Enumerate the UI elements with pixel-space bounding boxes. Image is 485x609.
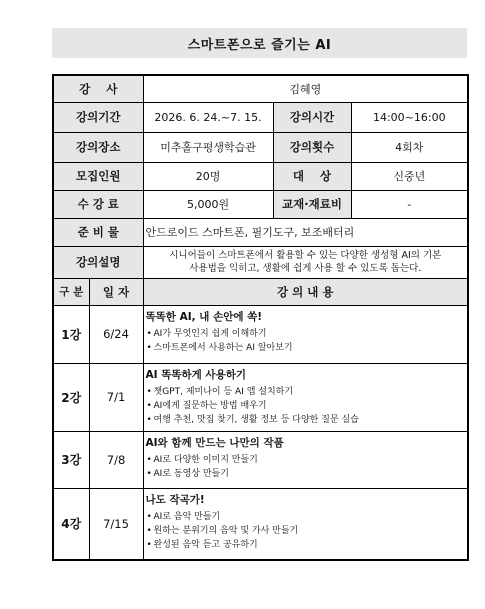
session-content <box>143 488 468 560</box>
row-capacity <box>53 162 468 190</box>
session-content <box>143 431 468 488</box>
materials-fee-value: - <box>351 190 468 218</box>
page-title: 스마트폰으로 즐기는 AI <box>52 28 467 58</box>
session-item: • 챗GPT, 제미나이 등 AI 앱 설치하기 <box>146 385 466 399</box>
instructor-value: 김혜영 <box>143 75 468 102</box>
target-label: 대 상 <box>273 162 351 190</box>
session-date: 7/8 <box>89 431 143 488</box>
description-label: 강의설명 <box>53 246 143 278</box>
date-header: 일 자 <box>89 278 143 305</box>
session-number: 3강 <box>53 431 89 488</box>
session-number: 4강 <box>53 488 89 560</box>
row-instructor <box>53 75 468 102</box>
session-item: • 여행 추천, 맛집 찾기, 생활 정보 등 다양한 질문 실습 <box>146 413 466 427</box>
instructor-label: 강 사 <box>53 75 143 102</box>
session-content <box>143 305 468 363</box>
session-item: • 스마트폰에서 사용하는 AI 알아보기 <box>146 341 466 355</box>
session-item: • AI로 음악 만들기 <box>146 510 466 524</box>
schedule-row-1 <box>53 305 468 363</box>
session-title: 나도 작곡가! <box>145 493 205 506</box>
session-item: • 완성된 음악 듣고 공유하기 <box>146 538 466 552</box>
schedule-row-2 <box>53 363 468 431</box>
session-date: 6/24 <box>89 305 143 363</box>
course-info-table <box>52 74 469 561</box>
session-title: AI와 함께 만드는 나만의 작품 <box>145 436 284 449</box>
target-value: 신중년 <box>351 162 468 190</box>
description-value <box>143 246 468 278</box>
period-value: 2026. 6. 24.~7. 15. <box>143 102 273 132</box>
division-header: 구 분 <box>53 278 89 305</box>
session-item: • AI에게 질문하는 방법 배우기 <box>146 399 466 413</box>
row-period <box>53 102 468 132</box>
session-item: • AI로 다양한 이미지 만들기 <box>146 453 466 467</box>
session-title: 똑똑한 AI, 내 손안에 쏙! <box>145 310 263 323</box>
sessions-value: 4회차 <box>351 132 468 162</box>
materials-fee-label: 교재·재료비 <box>273 190 351 218</box>
capacity-label: 모집인원 <box>53 162 143 190</box>
session-number: 1강 <box>53 305 89 363</box>
schedule-header-row <box>53 278 468 305</box>
row-supplies <box>53 218 468 246</box>
schedule-row-4 <box>53 488 468 560</box>
time-label: 강의시간 <box>273 102 351 132</box>
sessions-label: 강의횟수 <box>273 132 351 162</box>
session-title: AI 똑똑하게 사용하기 <box>145 368 247 381</box>
time-value: 14:00~16:00 <box>351 102 468 132</box>
session-number: 2강 <box>53 363 89 431</box>
session-item: • 원하는 분위기의 음악 및 가사 만들기 <box>146 524 466 538</box>
content-header: 강 의 내 용 <box>143 278 468 305</box>
fee-value: 5,000원 <box>143 190 273 218</box>
description-line-2: 사용법을 익히고, 생활에 쉽게 사용 할 수 있도록 돕는다. <box>189 263 422 274</box>
place-label: 강의장소 <box>53 132 143 162</box>
supplies-label: 준 비 물 <box>53 218 143 246</box>
session-date: 7/1 <box>89 363 143 431</box>
row-place <box>53 132 468 162</box>
place-value: 미추홀구평생학습관 <box>143 132 273 162</box>
row-description <box>53 246 468 278</box>
supplies-value: 안드로이드 스마트폰, 필기도구, 보조배터리 <box>143 218 468 246</box>
fee-label: 수 강 료 <box>53 190 143 218</box>
capacity-value: 20명 <box>143 162 273 190</box>
session-item: • AI로 동영상 만들기 <box>146 467 466 481</box>
session-item: • AI가 무엇인지 쉽게 이해하기 <box>146 327 466 341</box>
session-date: 7/15 <box>89 488 143 560</box>
description-line-1: 시니어들이 스마트폰에서 활용할 수 있는 다양한 생성형 AI의 기본 <box>169 250 442 261</box>
row-fee <box>53 190 468 218</box>
session-content <box>143 363 468 431</box>
period-label: 강의기간 <box>53 102 143 132</box>
schedule-row-3 <box>53 431 468 488</box>
